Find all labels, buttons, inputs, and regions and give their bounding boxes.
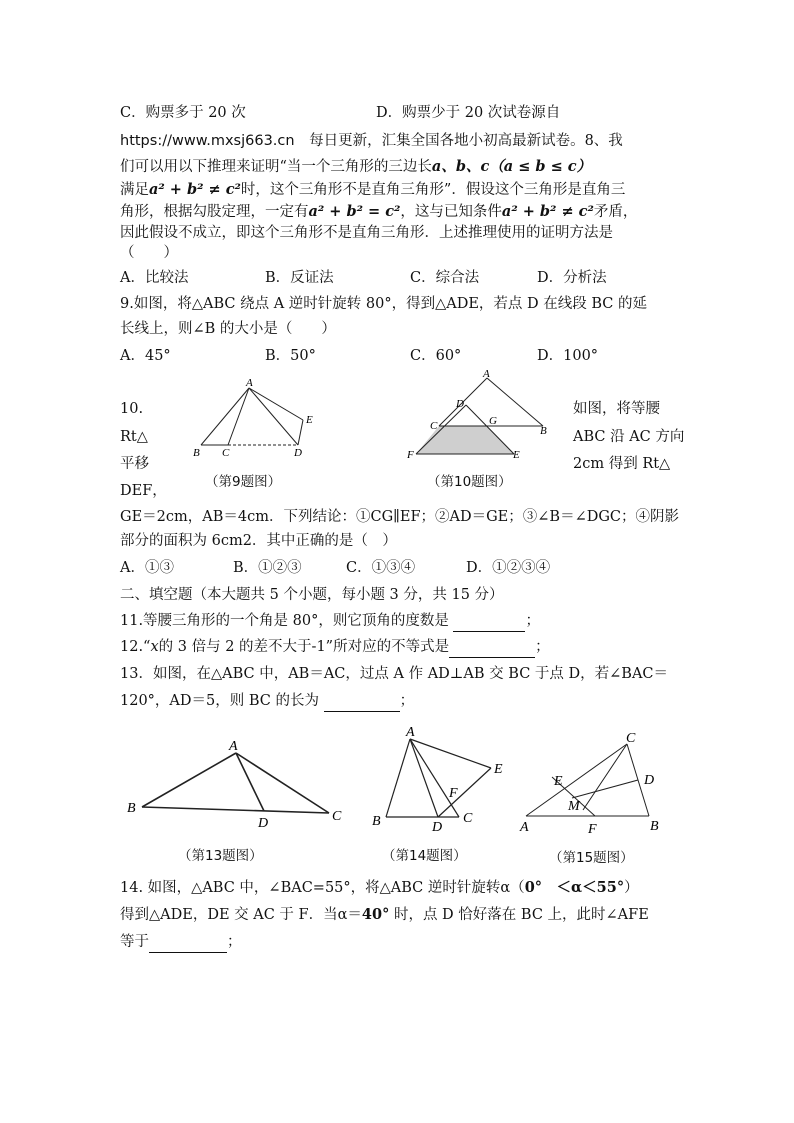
- q12-variable-x: x: [150, 639, 159, 655]
- fig10-label-d: D: [456, 398, 464, 410]
- fig10-label-b: B: [540, 425, 547, 437]
- fig13-edge-ab: [142, 753, 236, 807]
- fig14-label-c: C: [463, 811, 473, 826]
- q9-line2: 长线上，则∠B 的大小是（ ）: [120, 321, 336, 337]
- q14-line1-post: ）: [624, 880, 639, 896]
- q8-option-c: C．综合法: [410, 270, 480, 286]
- q10-option-b: B．①②③: [233, 560, 302, 576]
- fig14-label-b: B: [372, 814, 381, 829]
- q10-left-4: DEF，: [120, 483, 167, 499]
- fig10-label-c: C: [430, 420, 438, 432]
- fig15-caption: （第15题图）: [549, 850, 634, 866]
- fig15-segment-cm: [583, 744, 627, 810]
- q10-option-c: C．①③④: [346, 560, 416, 576]
- q8-pythagoras-math: a² + b² = c²: [308, 203, 401, 220]
- q12-answer-blank[interactable]: [449, 637, 535, 658]
- q8-line2-pre: 满足: [120, 182, 149, 198]
- fig15-label-d: D: [644, 773, 655, 788]
- fig9-edge-ad: [249, 388, 298, 445]
- figure-9: [185, 378, 325, 462]
- fig15-label-b: B: [650, 819, 659, 834]
- fig13-label-d: D: [258, 816, 269, 831]
- figure-10: [403, 370, 553, 465]
- fig15-label-f: F: [588, 822, 597, 837]
- fig14-edge-ac: [410, 739, 459, 817]
- q10-option-d: D．①②③④: [466, 560, 551, 576]
- fig15-label-e: E: [554, 774, 563, 789]
- q11-text: 11.等腰三角形的一个角是 80°，则它顶角的度数是: [120, 613, 449, 629]
- fig14-label-e: E: [494, 762, 503, 777]
- q14-line2: [120, 905, 649, 925]
- fig14-caption: （第14题图）: [382, 848, 467, 864]
- q8-option-a: A．比较法: [120, 270, 189, 286]
- fig10-label-f: F: [407, 449, 414, 461]
- q14-line2-post: 时，点 D 恰好落在 BC 上，此时∠AFE: [389, 907, 649, 923]
- fig10-label-g: G: [489, 415, 497, 427]
- q8-option-d: D．分析法: [537, 270, 607, 286]
- q10-left-2: Rt△: [120, 429, 148, 445]
- q8-answer-paren: （ ）: [120, 245, 178, 261]
- watermark-line: [120, 131, 623, 151]
- q7-option-d: D．购票少于 20 次试卷源自: [376, 105, 561, 121]
- fig9-label-b: B: [193, 447, 200, 459]
- fig9-edge-ae: [249, 388, 303, 420]
- fig15-label-c: C: [626, 731, 636, 746]
- q14-line3-text: 等于: [120, 934, 149, 950]
- q8-line1: [120, 157, 591, 177]
- q14-line3: [120, 932, 242, 953]
- q12-line: [120, 637, 550, 658]
- fig14-edge-ab: [386, 739, 410, 817]
- fig14-label-a: A: [406, 725, 415, 740]
- q14-alpha-value: 40°: [361, 906, 390, 923]
- q8-condition-math: a² + b² ≠ c²: [501, 203, 594, 220]
- q13-answer-blank[interactable]: [324, 691, 400, 712]
- q8-inequality-math: a² + b² ≠ c²: [149, 181, 241, 198]
- q11-answer-blank[interactable]: [453, 611, 525, 632]
- fig9-label-e: E: [306, 414, 313, 426]
- fig10-label-a: A: [483, 370, 490, 380]
- q12-post: 的 3 倍与 2 的差不大于-1”所对应的不等式是: [158, 639, 450, 655]
- q8-line2: [120, 180, 625, 200]
- fig9-label-a: A: [246, 378, 253, 389]
- fig13-label-c: C: [332, 809, 342, 824]
- fig15-label-m: M: [568, 799, 580, 814]
- watermark-text: 每日更新，汇集全国各地小初高最新试卷。8、我: [294, 133, 623, 149]
- fig9-edge-ab: [201, 388, 249, 445]
- q9-option-b: B．50°: [265, 348, 316, 364]
- q8-line3-mid: ，这与已知条件: [400, 204, 502, 220]
- fig13-label-b: B: [127, 801, 136, 816]
- q9-option-a: A．45°: [120, 348, 171, 364]
- q8-line3-pre: 角形，根据勾股定理，一定有: [120, 204, 309, 220]
- q9-option-c: C．60°: [410, 348, 462, 364]
- q13-line2-text: 120°，AD＝5，则 BC 的长为: [120, 693, 319, 709]
- figure-14: [366, 725, 516, 835]
- q8-sides-math: a、b、c（a ≤ b ≤ c）: [431, 158, 592, 175]
- fig13-label-a: A: [229, 739, 238, 754]
- q10-line-b: 部分的面积为 6cm2．其中正确的是（ ）: [120, 533, 397, 549]
- q14-line1: [120, 878, 639, 898]
- q10-option-a: A．①③: [120, 560, 174, 576]
- fig9-label-d: D: [294, 447, 302, 459]
- q11-line: [120, 611, 540, 632]
- q11-tail: ；: [525, 613, 540, 629]
- fig14-edge-ae: [410, 739, 491, 768]
- q14-alpha-range: 0° ＜α＜55°: [524, 879, 625, 896]
- fig15-label-a: A: [520, 820, 529, 835]
- fig9-label-c: C: [222, 447, 230, 459]
- q14-answer-blank[interactable]: [149, 932, 227, 953]
- q9-line1: 9.如图，将△ABC 绕点 A 逆时针旋转 80°，得到△ADE，若点 D 在线段 BC 的延: [120, 296, 647, 312]
- fig14-label-f: F: [449, 786, 458, 801]
- q14-line2-pre: 得到△ADE，DE 交 AC 于 F．当α＝: [120, 907, 362, 923]
- q8-line4: 因此假设不成立，即这个三角形不是直角三角形．上述推理使用的证明方法是: [120, 225, 613, 241]
- fig9-edge-de: [298, 420, 303, 445]
- q8-line2-post: 时，这个三角形不是直角三角形”．假设这个三角形是直角三: [240, 182, 626, 198]
- q8-line3-post: 矛盾，: [593, 204, 638, 220]
- fig13-caption: （第13题图）: [178, 848, 263, 864]
- q10-left-1: 10.: [120, 401, 144, 417]
- q10-left-3: 平移: [120, 456, 149, 472]
- fig13-edge-bc: [142, 807, 329, 813]
- q8-line3: [120, 202, 637, 222]
- fig9-caption: （第9题图）: [205, 474, 282, 490]
- fig9-edge-ac: [228, 388, 249, 445]
- q10-right-2: ABC 沿 AC 方向: [573, 429, 685, 445]
- fig15-segment-md: [572, 780, 638, 798]
- q10-right-1: 如图，将等腰: [573, 401, 660, 417]
- fig10-caption: （第10题图）: [427, 474, 512, 490]
- fig14-label-d: D: [432, 820, 443, 835]
- q10-line-a: GE＝2cm，AB＝4cm．下列结论：①CG∥EF；②AD＝GE；③∠B＝∠DGC；④阴影: [120, 509, 680, 525]
- fig14-edge-de: [438, 768, 491, 817]
- q12-pre: 12.“: [120, 639, 151, 655]
- figure-15: [512, 730, 677, 838]
- figure-13: [122, 735, 352, 835]
- section-fill-in-title: 二、填空题（本大题共 5 个小题，每小题 3 分，共 15 分）: [120, 587, 504, 603]
- q14-line1-pre: 14. 如图，△ABC 中，∠BAC=55°，将△ABC 逆时针旋转α（: [120, 880, 525, 896]
- q7-option-c: C．购票多于 20 次: [120, 105, 246, 121]
- q9-option-d: D．100°: [537, 348, 599, 364]
- q8-option-b: B．反证法: [265, 270, 334, 286]
- q10-right-3: 2cm 得到 Rt△: [573, 456, 671, 472]
- source-url[interactable]: https://www.mxsj663.cn: [120, 133, 295, 149]
- q13-tail: ；: [399, 693, 415, 709]
- q12-tail: ；: [535, 639, 550, 655]
- q14-tail: ；: [227, 934, 242, 950]
- q13-line1: 13．如图，在△ABC 中，AB＝AC，过点 A 作 AD⊥AB 交 BC 于点 D，若∠BAC＝: [120, 666, 669, 682]
- fig10-label-e: E: [513, 449, 520, 461]
- q13-line2: [120, 691, 414, 712]
- q8-line1-text: 们可以用以下推理来证明“当一个三角形的三边长: [120, 159, 432, 175]
